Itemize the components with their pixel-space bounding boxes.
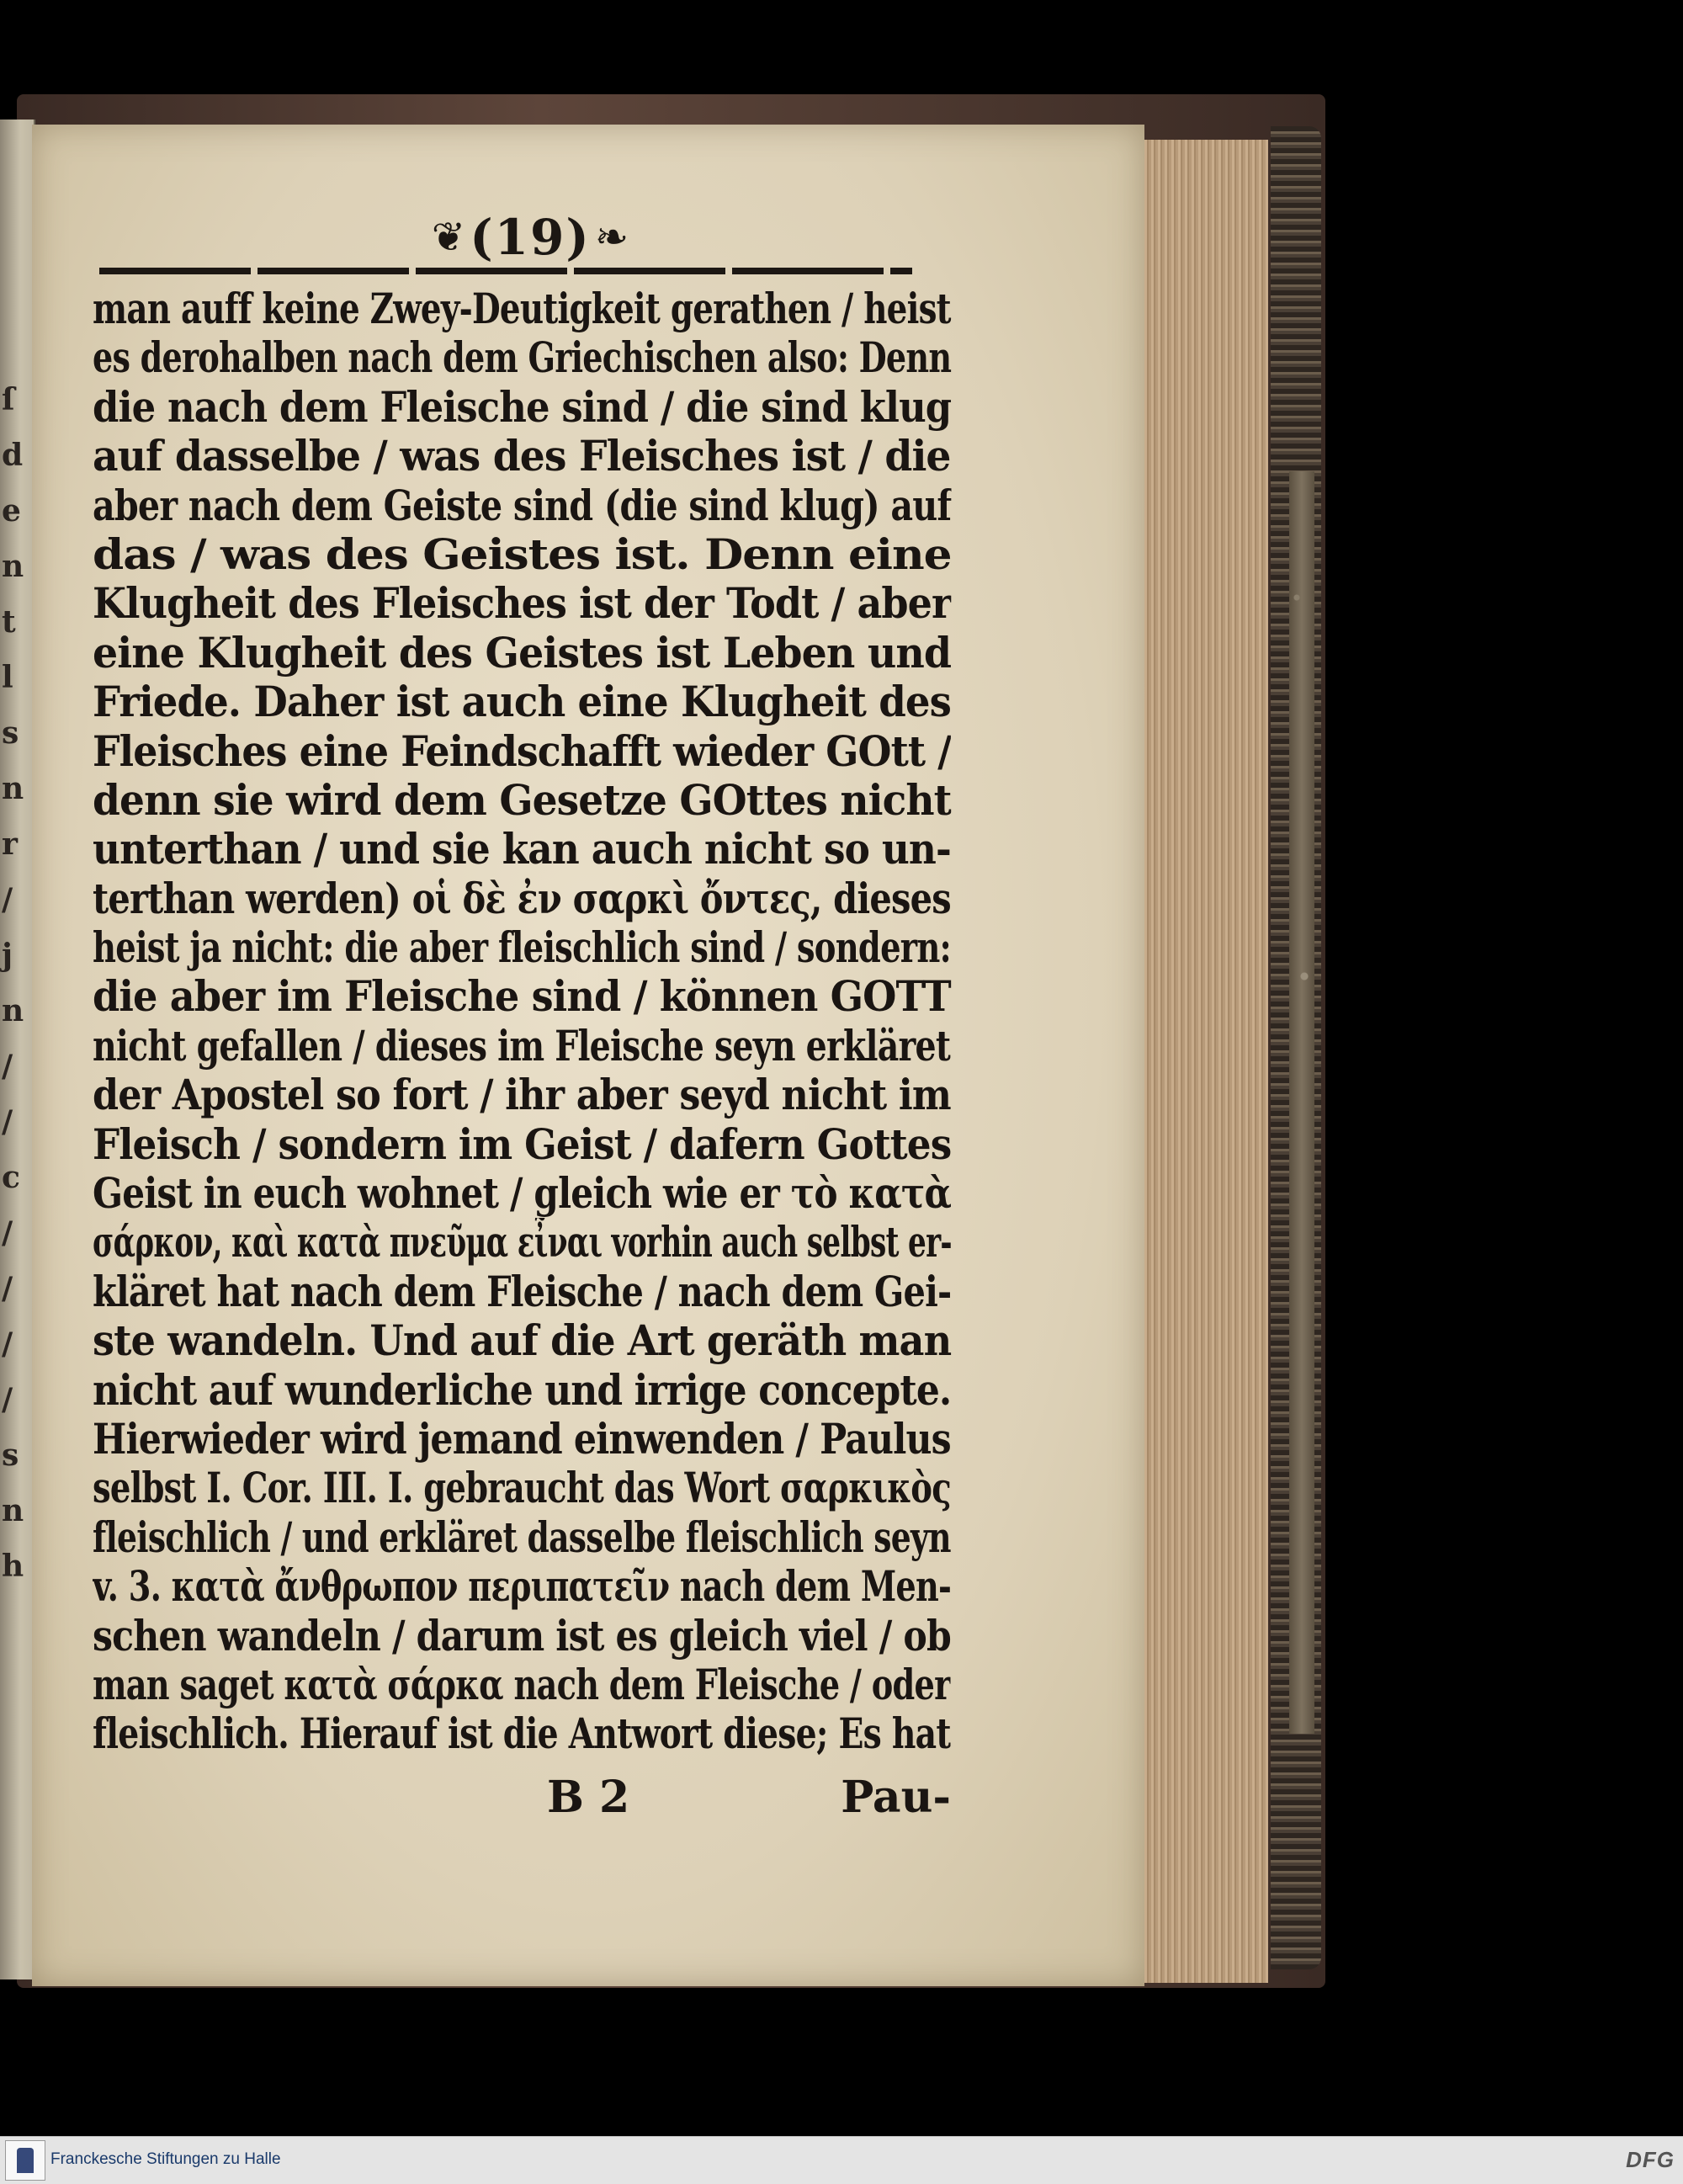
text-line: das / was des Geistes ist. Denn eine — [93, 529, 952, 579]
text-line: die nach dem Fleische sind / die sind klug — [93, 382, 952, 432]
margin-letter: s — [2, 1437, 19, 1473]
text-line: Klugheit des Fleisches ist der Todt / aber — [93, 579, 952, 629]
text-line: kläret hat nach dem Fleische / nach dem Gei- — [93, 1267, 952, 1316]
text-line: ste wandeln. Und auf die Art geräth man — [93, 1316, 952, 1366]
text-line: eine Klugheit des Geistes ist Leben und — [93, 628, 952, 678]
text-line: denn sie wird dem Gesetze GOttes nicht — [93, 775, 952, 825]
text-line: heist ja nicht: die aber fleischlich sind / sondern: — [93, 923, 951, 973]
margin-letter: n — [2, 771, 24, 806]
margin-letter: c — [2, 1160, 20, 1195]
text-line: Fleisch / sondern im Geist / dafern Gottes — [93, 1119, 952, 1169]
dfg-logo: DFG — [1626, 2147, 1675, 2172]
margin-letter: n — [2, 993, 24, 1028]
text-line: Fleisches eine Feindschafft wieder GOtt / — [93, 726, 951, 776]
margin-letter: n — [2, 1493, 24, 1528]
cover-marbling — [1289, 471, 1314, 1734]
right-ornament-icon: ❧ — [594, 214, 629, 261]
margin-letter: / — [2, 1049, 13, 1084]
text-line: terthan werden) οἱ δὲ ἐν σαρκὶ ὄντες, dieses — [93, 874, 951, 923]
page-text-block — [93, 284, 951, 1759]
viewer-footer-bar — [0, 2136, 1683, 2184]
margin-letter: / — [2, 1382, 13, 1417]
text-line: Friede. Daher ist auch eine Klugheit des — [93, 678, 951, 727]
text-line: die aber im Fleische sind / können GOTT — [93, 972, 951, 1022]
institution-name: Franckesche Stiftungen zu Halle — [50, 2150, 281, 2168]
margin-letter: / — [2, 1326, 13, 1362]
text-line: der Apostel so fort / ihr aber seyd nicht im — [93, 1071, 951, 1120]
text-line: Hierwieder wird jemand einwenden / Paulus — [93, 1414, 951, 1464]
text-line: unterthan / und sie kan auch nicht so un- — [93, 825, 951, 874]
margin-letter: / — [2, 1215, 13, 1251]
margin-letter: h — [2, 1549, 24, 1584]
signature-mark: B 2 — [547, 1772, 630, 1823]
text-line: man auff keine Zwey-Deutigkeit gerathen / heist — [93, 284, 951, 333]
margin-letter: ſ — [2, 382, 15, 417]
catchword: Pau- — [841, 1772, 951, 1823]
text-line: fleischlich / und erkläret dasselbe fleischlich seyn — [93, 1512, 951, 1562]
text-line: es derohalben nach dem Griechischen also: Denn — [93, 333, 952, 383]
page-block-edges — [1140, 140, 1268, 1983]
text-line: auf dasselbe / was des Fleisches ist / die — [93, 432, 951, 481]
text-line: v. 3. κατὰ ἄνθρωπον περιπατεῖν nach dem Men- — [93, 1562, 952, 1612]
margin-letter: l — [2, 660, 13, 695]
previous-page-edge — [0, 120, 35, 1979]
page-footer — [93, 1772, 951, 1831]
institution-logo-icon — [5, 2140, 45, 2181]
page-header — [370, 209, 690, 268]
text-line: nicht gefallen / dieses im Fleische seyn erkläret — [93, 1021, 951, 1071]
margin-letter: s — [2, 715, 19, 751]
text-line: man saget κατὰ σάρκα nach dem Fleische / oder — [93, 1660, 951, 1709]
text-line: Geist in euch wohnet / gleich wie er τὸ κατὰ — [93, 1169, 952, 1219]
left-ornament-icon: ❦ — [431, 214, 466, 261]
margin-letter: t — [2, 604, 16, 640]
margin-letter: r — [2, 826, 18, 862]
margin-letter: e — [2, 493, 21, 529]
margin-letter: / — [2, 1271, 13, 1306]
margin-letter: n — [2, 549, 24, 584]
margin-letter: d — [2, 438, 24, 473]
text-line: selbst I. Cor. III. I. gebraucht das Wort σαρκικὸς — [93, 1464, 951, 1513]
margin-letter: / — [2, 882, 13, 917]
margin-letter: j — [2, 938, 13, 973]
margin-letter: / — [2, 1104, 13, 1140]
header-rule — [99, 268, 912, 274]
text-line: nicht auf wunderliche und irrige concepte. — [93, 1365, 952, 1415]
text-line: fleischlich. Hierauf ist die Antwort diese; Es hat — [93, 1709, 951, 1759]
text-line: aber nach dem Geiste sind (die sind klug) auf — [93, 481, 952, 530]
page-number: (19) — [470, 209, 591, 266]
previous-page-letters — [2, 372, 24, 1594]
text-line: schen wandeln / darum ist es gleich viel / ob — [93, 1611, 951, 1661]
text-line: σάρκον, καὶ κατὰ πνεῦμα εἶναι vorhin auch selbst er- — [93, 1218, 952, 1267]
